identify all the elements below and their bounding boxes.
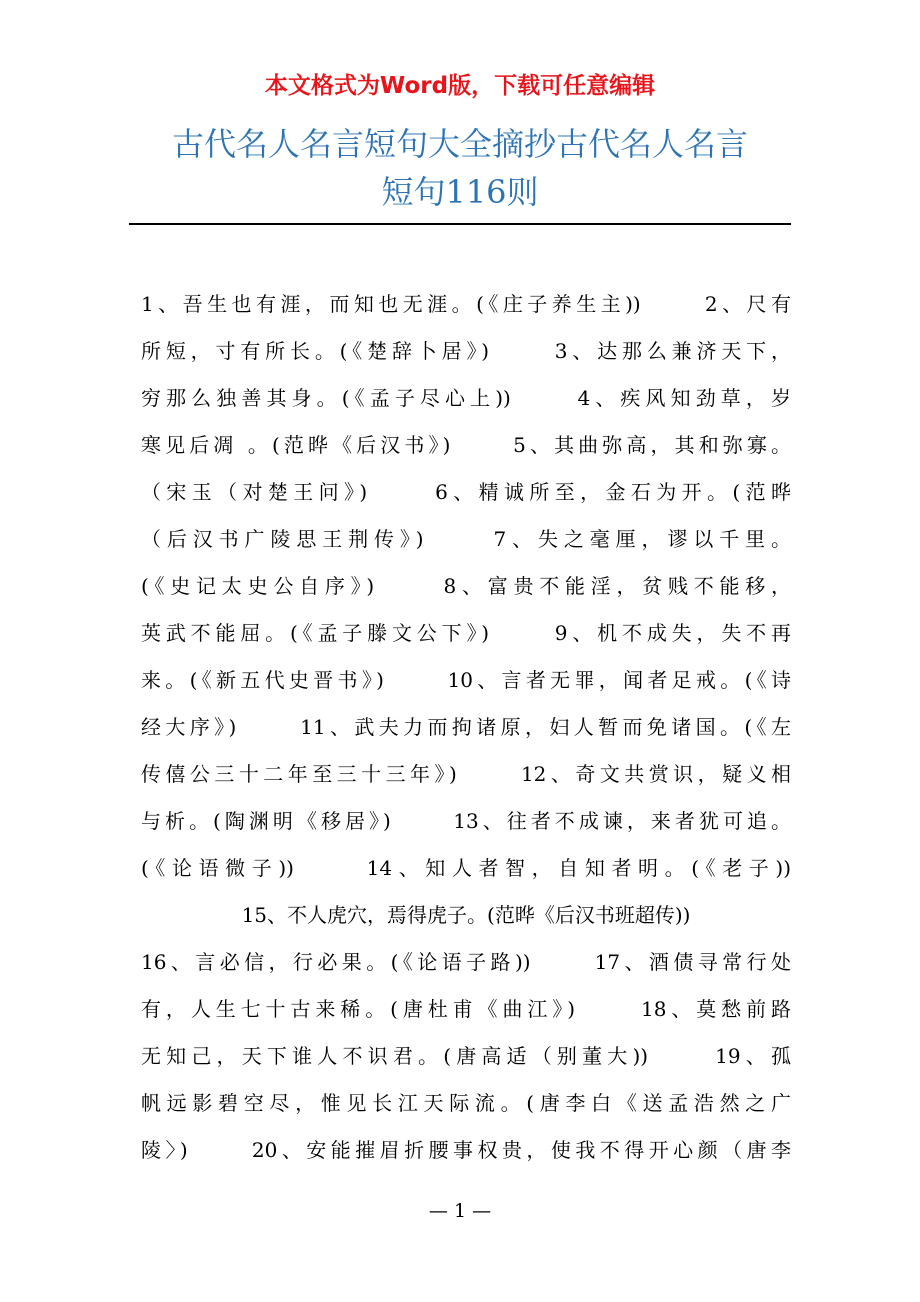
body-line: 寒见后凋 。(范晔《后汉书》) 5、其曲弥高，其和弥寡。 [141, 433, 791, 457]
body-line: (《史记太史公自序》) 8、富贵不能淫，贫贱不能移， [141, 574, 791, 598]
body-line: （宋玉（对楚王问》) 6、精诚所至，金石为开。(范晔 [141, 480, 791, 504]
body-line: 与析。(陶渊明《移居》) 13、往者不成谏，来者犹可追。 [141, 809, 791, 833]
body-line: 15、不人虎穴，焉得虎子。(范晔《后汉书班超传)) [241, 903, 691, 927]
body-line: （后汉书广陵思王荆传》) 7、失之毫厘，谬以千里。 [141, 527, 791, 551]
body-line: 英武不能屈。(《孟子滕文公下》) 9、机不成失，失不再 [141, 621, 791, 645]
document-title-line-2: 短句116则 [381, 173, 539, 211]
body-line: 穷那么独善其身。(《孟子尽心上)) 4、疾风知劲草，岁 [141, 386, 791, 410]
body-line: 来。(《新五代史晋书》) 10、言者无罪，闻者足戒。(《诗 [141, 668, 791, 692]
body-line: 经大序》) 11、武夫力而拘诸原，妇人暂而免诸国。(《左 [141, 715, 791, 739]
body-line: 陵〉) 20、安能摧眉折腰事权贵，使我不得开心颜（唐李 [141, 1138, 791, 1162]
title-divider [129, 223, 791, 225]
body-line: 1、吾生也有涯，而知也无涯。(《庄子养生主)) 2、尺有 [141, 292, 791, 316]
document-title-line-1: 古代名人名言短句大全摘抄古代名人名言 [171, 125, 748, 163]
document-body [141, 281, 791, 1174]
format-notice: 本文格式为Word版，下载可任意编辑 [264, 73, 656, 99]
body-line: (《论语微子)) 14、知人者智，自知者明。(《老子)) [141, 856, 791, 880]
body-line: 无知己，天下谁人不识君。(唐高适（别董大)) 19、孤 [141, 1044, 791, 1068]
body-line: 传僖公三十二年至三十三年》) 12、奇文共赏识，疑义相 [141, 762, 791, 786]
body-line: 16、言必信，行必果。(《论语子路)) 17、酒债寻常行处 [141, 950, 791, 974]
body-line: 所短，寸有所长。(《楚辞卜居》) 3、达那么兼济天下， [141, 339, 791, 363]
document-title [120, 120, 800, 216]
body-line: 有，人生七十古来稀。(唐杜甫《曲江》) 18、莫愁前路 [141, 997, 791, 1021]
page-number: — 1 — [428, 1200, 492, 1222]
body-line: 帆远影碧空尽，惟见长江天际流。(唐李白《送孟浩然之广 [141, 1091, 791, 1115]
